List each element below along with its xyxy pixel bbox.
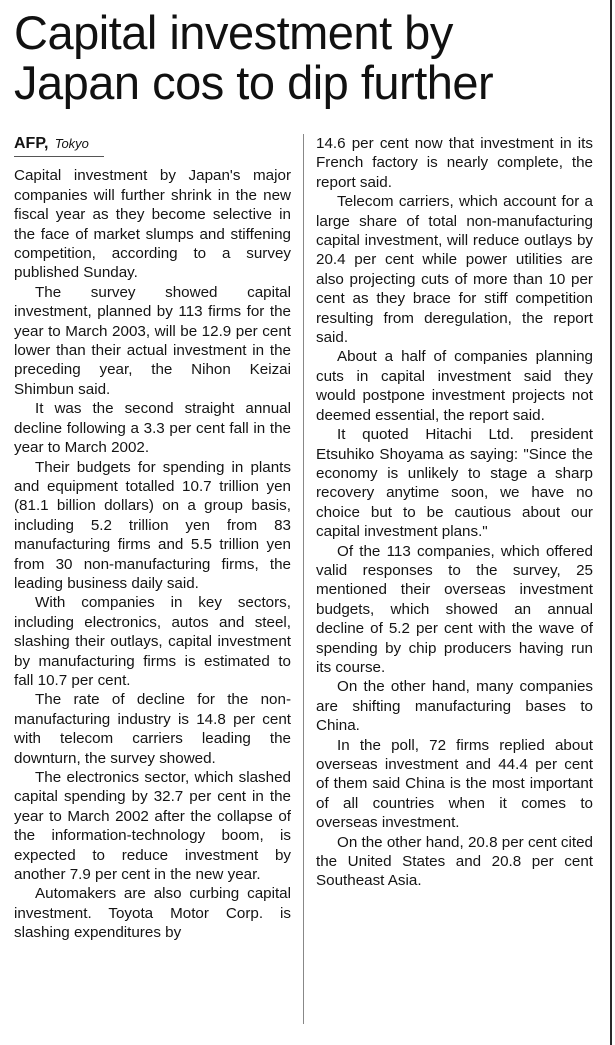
column-divider xyxy=(303,134,304,1024)
paragraph: Of the 113 companies, which offered valid responses to the survey, 25 mentioned their overseas investment budgets, which showed an annual decline of 5.2 per cent with the wave of spending by chip producers having run its course. xyxy=(316,542,593,676)
paragraph: 14.6 per cent now that investment in its French factory is nearly complete, the report said. xyxy=(316,135,593,191)
headline xyxy=(14,8,604,108)
article-column-left xyxy=(14,134,291,943)
paragraph: In the poll, 72 firms replied about overseas investment and 44.4 per cent of them said China is the most important of all countries when it comes to overseas investment. xyxy=(316,736,593,832)
article-column-right xyxy=(316,134,593,891)
headline-line-1: Capital investment by xyxy=(14,6,453,59)
paragraph: On the other hand, many companies are shifting manufacturing bases to China. xyxy=(316,678,593,735)
headline-line-2: Japan cos to dip further xyxy=(14,56,494,109)
dateline-city: Tokyo xyxy=(54,136,89,151)
paragraph: Capital investment by Japan's major companies will further shrink in the new fiscal year as they become selective in the face of market slumps and stiffening competition, according to a survey published Sunday. xyxy=(14,167,291,282)
paragraph: Their budgets for spending in plants and equipment totalled 10.7 trillion yen (81.1 billion dollars) on a group basis, including 5.2 trillion yen from 83 manufacturing firms and 5.5 trillion yen from 30 non-manufacturing firms, the leading business daily said. xyxy=(14,458,291,592)
paragraph: Automakers are also curbing capital investment. Toyota Motor Corp. is slashing expenditures by xyxy=(14,885,291,942)
paragraph: With companies in key sectors, including electronics, autos and steel, slashing their outlays, capital investment by manufacturing firms is estimated to fall 10.7 per cent. xyxy=(14,594,291,689)
paragraph: The rate of decline for the non-manufacturing industry is 14.8 per cent with telecom carriers leading the downturn, the survey showed. xyxy=(14,691,291,767)
paragraph: Telecom carriers, which account for a large share of total non-manufacturing capital investment, will reduce outlays by 20.4 per cent while power utilities are also projecting cuts of more than 10 per cent as they brace for stiff competition resulting from deregulation, the report said. xyxy=(316,193,593,347)
paragraph: On the other hand, 20.8 per cent cited the United States and 20.8 per cent Southeast Asia. xyxy=(316,833,593,890)
paragraph: The electronics sector, which slashed capital spending by 32.7 per cent in the year to March 2002 after the collapse of the information-technology boom, is expected to reduce investment by another 7.9 per cent in the new year. xyxy=(14,769,291,884)
dateline-agency: AFP, xyxy=(14,135,49,152)
paragraph: It was the second straight annual decline following a 3.3 per cent fall in the year to March 2002. xyxy=(14,400,291,457)
paragraph: The survey showed capital investment, planned by 113 firms for the year to March 2003, will be 12.9 per cent lower than their actual investment in the preceding year, the Nihon Keizai Shimbun said. xyxy=(14,283,291,398)
paragraph: About a half of companies planning cuts in capital investment said they would postpone investment projects not deemed essential, the report said. xyxy=(316,348,593,424)
paragraph: It quoted Hitachi Ltd. president Etsuhiko Shoyama as saying: "Since the economy is unlikely to stage a sharp recovery anytime soon, we have no choice but to be cautious about our capital investment plans." xyxy=(316,426,593,541)
clipping-edge xyxy=(610,0,612,1045)
dateline xyxy=(14,134,104,157)
